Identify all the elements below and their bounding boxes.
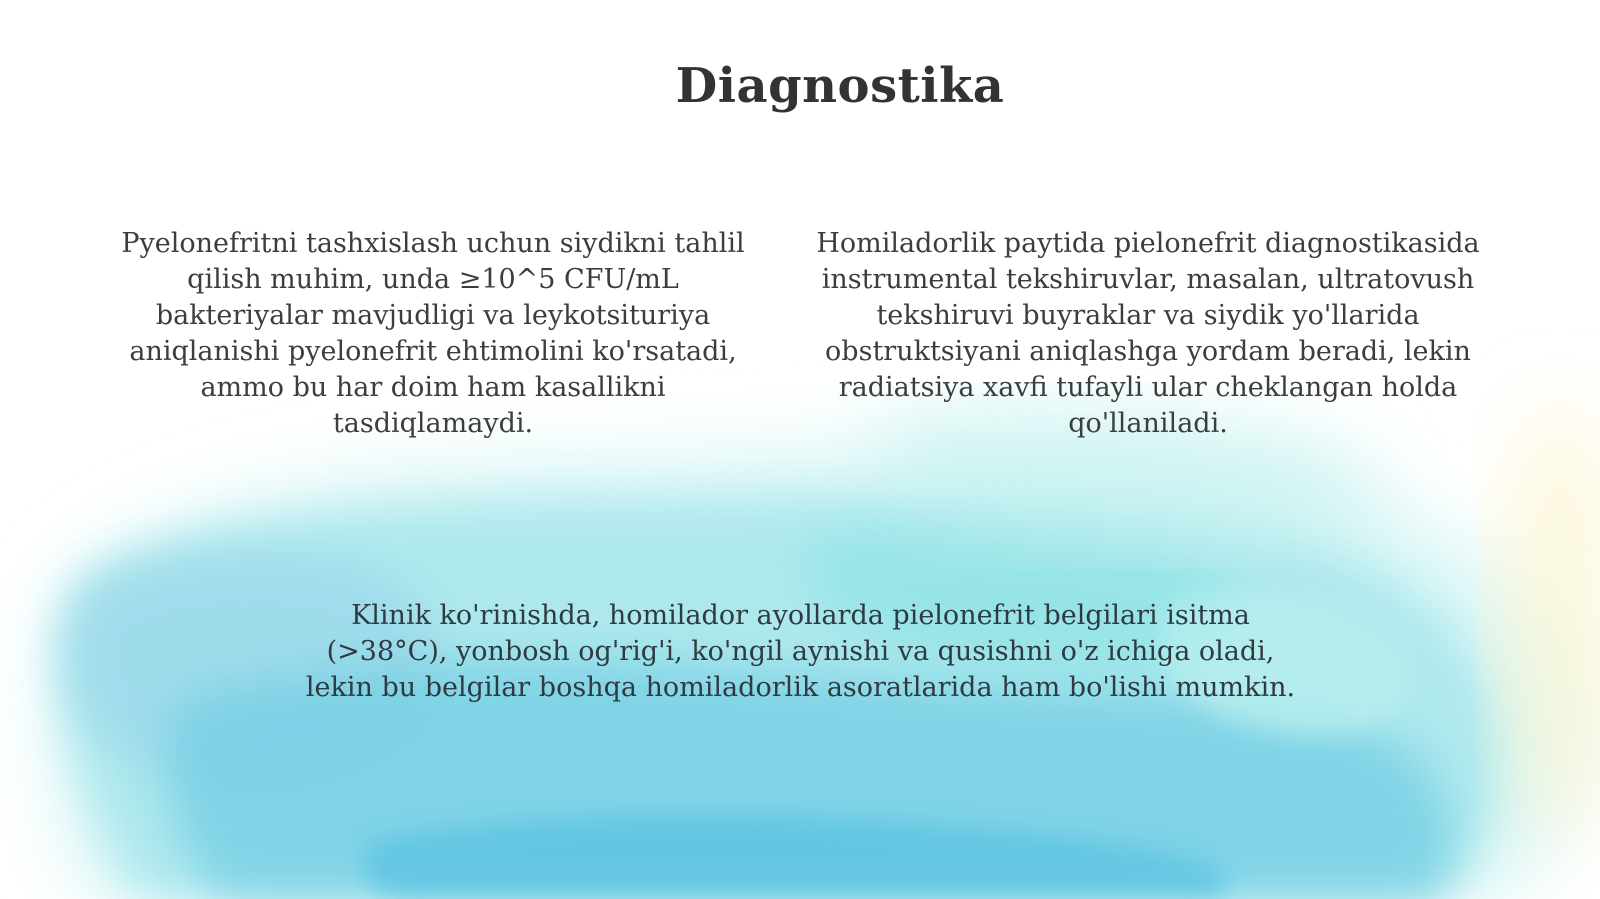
paragraph-instrumental-diagnostics: Homiladorlik paytida pielonefrit diagnostikasida instrumental tekshiruvlar, masalan, ultratovush tekshiruvi buyraklar va siydik yo'llarida obstruktsiyani aniqlashga yordam beradi, lekin radiatsiya xavfi tufayli ular cheklangan holda qo'llaniladi. (816, 228, 1480, 439)
slide-title: Diagnostika (675, 58, 1005, 114)
paragraph-urinalysis: Pyelonefritni tashxislash uchun siydikni tahlil qilish muhim, unda ≥10^5 CFU/mL bakteriyalar mavjudligi va leykotsituriya aniqlanishi pyelonefrit ehtimolini ko'rsatadi, ammo bu har doim ham kasallikni tasdiqlamaydi. (121, 228, 745, 439)
paragraph-clinical-signs: Klinik ko'rinishda, homilador ayollarda pielonefrit belgilari isitma (>38°C), yonbosh og'rig'i, ko'ngil aynishi va qusishni o'z ichiga oladi, lekin bu belgilar boshqa homiladorlik asoratlarida ham bo'lishi mumkin. (305, 600, 1296, 703)
